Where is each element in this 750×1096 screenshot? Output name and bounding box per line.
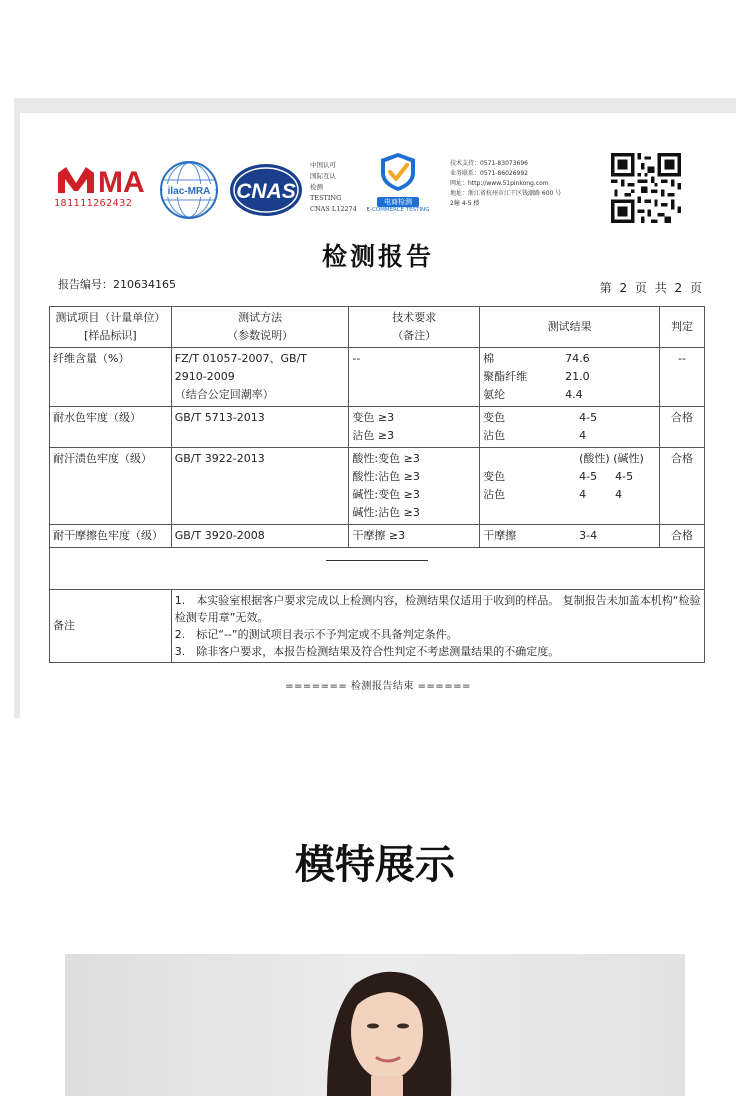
note-line: 1. 本实验室根据客户要求完成以上检测内容，检测结果仅适用于收到的样品。 复制报告未加盖本机构“检验检测专用章”无效。: [174, 594, 701, 624]
table-row: [50, 348, 705, 407]
requirement-line: 酸性:沾色 ≥3: [352, 470, 420, 483]
header-text: （参数说明）: [227, 329, 294, 342]
result-line: [483, 486, 656, 504]
row-item: 耐水色牢度（级）: [50, 407, 172, 448]
alkali-label: (碱性): [613, 452, 644, 465]
report-title: 检测报告: [321, 242, 434, 271]
ilac-globe-icon: [159, 160, 219, 220]
result-value: 4: [615, 488, 623, 501]
cma-logo: [54, 163, 146, 209]
cnas-oval-icon: [228, 162, 304, 218]
row-requirement: [349, 407, 480, 448]
qr-code-icon: [611, 152, 681, 224]
table-header-row: [50, 307, 705, 348]
row-verdict: 合格: [660, 407, 705, 448]
header-result: 测试结果: [480, 307, 660, 348]
divider-line: [326, 560, 428, 561]
result-label: 干摩擦: [483, 529, 517, 542]
row-requirement: 干摩擦 ≥3: [349, 525, 480, 548]
row-item: 纤维含量（%）: [50, 348, 172, 407]
results-table: [49, 306, 705, 663]
result-value: 4-5: [579, 411, 598, 424]
row-result: [480, 448, 660, 525]
result-line: [483, 427, 656, 445]
note-line: 2. 标记“--”的测试项目表示不予判定或不具备判定条件。: [174, 628, 458, 641]
header-verdict: 判定: [660, 307, 705, 348]
contact-info: [450, 159, 600, 209]
row-method: [171, 348, 349, 407]
result-label: 变色: [483, 470, 506, 483]
cnas-text: CNAS: [236, 180, 296, 203]
method-line: 2910-2009: [174, 370, 235, 383]
header-text: 测试方法: [238, 311, 283, 324]
test-report-document: [20, 113, 736, 718]
header-text: 技术要求: [392, 311, 437, 324]
result-value: 4.4: [565, 388, 583, 401]
ilac-mra-logo: [159, 160, 219, 220]
header-text: （备注）: [392, 329, 437, 342]
method-line: FZ/T 01057-2007、GB/T: [174, 352, 308, 365]
cnas-notes: [310, 160, 357, 215]
ilac-text: ilac-MRA: [167, 186, 211, 197]
notes-row: [50, 590, 705, 663]
row-method: GB/T 3922-2013: [171, 448, 349, 525]
row-verdict: 合格: [660, 525, 705, 548]
result-line: [483, 409, 656, 427]
row-item: 耐汗渍色牢度（级）: [50, 448, 172, 525]
row-method: GB/T 5713-2013: [171, 407, 349, 448]
table-row: [50, 525, 705, 548]
table-row: [50, 448, 705, 525]
result-value: 3-4: [579, 529, 598, 542]
cma-number: 181111262432: [54, 198, 133, 209]
result-value: 4: [579, 488, 587, 501]
cnas-note-line: CNAS L12274: [310, 205, 357, 213]
result-label: 沾色: [483, 429, 506, 442]
header-text: [样品标识]: [84, 329, 137, 342]
header-method: [171, 307, 349, 348]
result-value: 21.0: [565, 370, 590, 383]
section-title: 模特展示: [295, 842, 455, 888]
result-line: [483, 468, 656, 486]
notes-content: [171, 590, 704, 663]
contact-line: 技术支持：0571-83073696: [450, 160, 528, 167]
row-requirement: [349, 448, 480, 525]
header-text: 测试项目（计量单位）: [55, 311, 166, 324]
cnas-note-line: 检测: [310, 183, 323, 191]
cnas-note-line: 国际互认: [310, 172, 336, 180]
result-subheader: [483, 450, 656, 468]
result-value: 4: [579, 429, 587, 442]
cnas-logo: [228, 162, 304, 218]
result-line: [483, 386, 656, 404]
result-label: 变色: [483, 411, 506, 424]
notes-label: 备注: [50, 590, 172, 663]
model-photo: [65, 954, 685, 1096]
row-verdict: 合格: [660, 448, 705, 525]
result-label: 沾色: [483, 488, 506, 501]
page-info: 第 2 页 共 2 页: [599, 281, 704, 295]
cnas-note-line: 中国认可: [310, 161, 336, 169]
result-line: [483, 368, 656, 386]
cma-text: MA: [98, 166, 145, 197]
contact-line: 2幢 4-5 楼: [450, 200, 480, 207]
note-line: 3. 除非客户要求，本报告检测结果及符合性判定不考虑测量结果的不确定度。: [174, 645, 560, 658]
row-requirement: --: [349, 348, 480, 407]
result-label: 棉: [483, 352, 495, 365]
report-number: 报告编号：210634165: [58, 278, 176, 291]
report-end-marker: ======= 检测报告结束 ======: [285, 681, 471, 692]
ecommerce-label-en: E-COMMERCE TESTING: [366, 207, 430, 213]
result-value: 74.6: [565, 352, 590, 365]
contact-line: 地址：浙江省杭州市江干区钱潮路 600 号: [450, 190, 562, 197]
row-result: [480, 407, 660, 448]
result-value: 4-5: [579, 470, 598, 483]
cnas-note-line: TESTING: [310, 194, 342, 202]
row-item: 耐干摩擦色牢度（级）: [50, 525, 172, 548]
header-requirement: [349, 307, 480, 348]
result-line: [483, 527, 656, 545]
ecommerce-testing-logo: [360, 151, 436, 213]
blank-row: [50, 548, 705, 590]
shield-check-icon: [360, 151, 436, 193]
row-result: [480, 525, 660, 548]
table-row: [50, 407, 705, 448]
requirement-line: 沾色 ≥3: [352, 429, 395, 442]
contact-line: 网址：http://www.51pinkong.com: [450, 180, 549, 187]
result-label: 氨纶: [483, 388, 506, 401]
row-method: GB/T 3920-2008: [171, 525, 349, 548]
blank-cell: [50, 548, 705, 590]
result-line: [483, 350, 656, 368]
ecommerce-label-cn: 电商检测: [377, 197, 419, 207]
row-result: [480, 348, 660, 407]
contact-line: 业务联系：0571-86026992: [450, 170, 528, 177]
qr-code-graphic: [611, 152, 681, 224]
result-value: 4-5: [615, 470, 634, 483]
requirement-line: 变色 ≥3: [352, 411, 395, 424]
cma-mark-icon: [54, 163, 146, 197]
requirement-line: 碱性:沾色 ≥3: [352, 506, 420, 519]
model-portrait-image: [65, 954, 685, 1096]
method-line: （结合公定回潮率）: [174, 388, 274, 401]
header-item: [50, 307, 172, 348]
requirement-line: 碱性:变色 ≥3: [352, 488, 420, 501]
acid-label: (酸性): [579, 452, 610, 465]
requirement-line: 酸性:变色 ≥3: [352, 452, 420, 465]
row-verdict: --: [660, 348, 705, 407]
result-label: 聚酯纤维: [483, 370, 528, 383]
